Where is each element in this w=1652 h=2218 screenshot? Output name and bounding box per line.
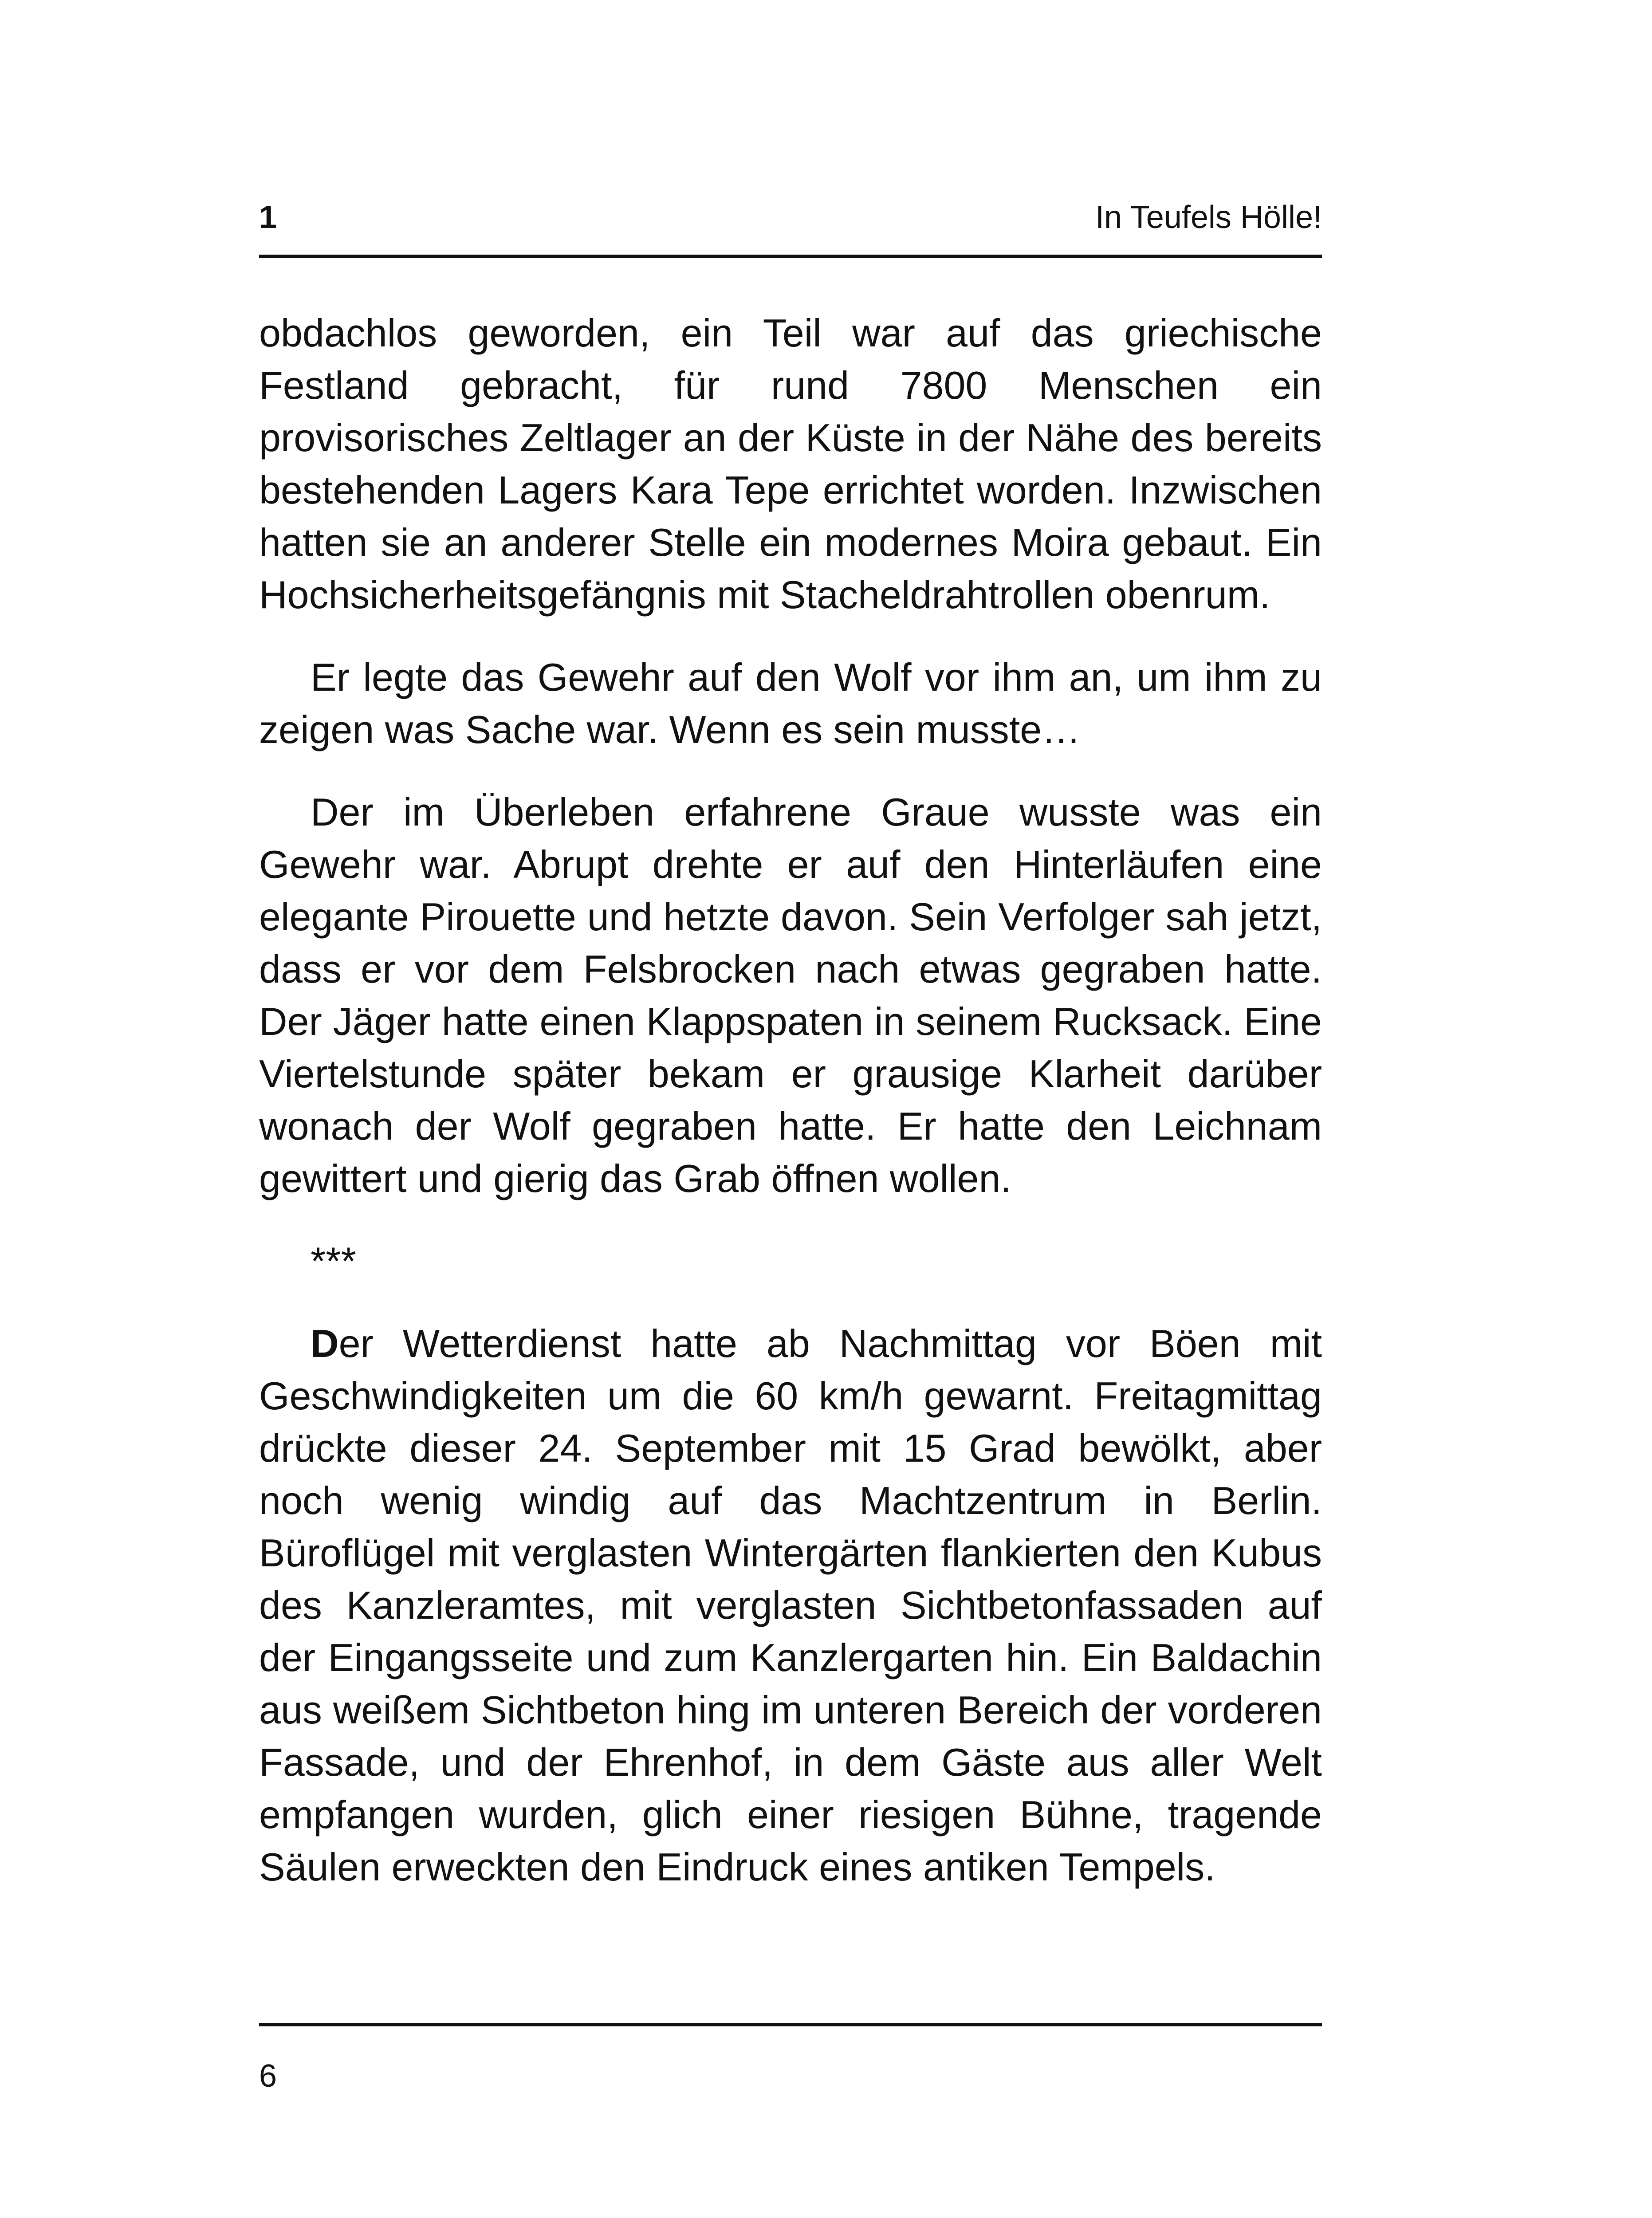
chapter-number: 1: [259, 200, 277, 235]
running-title: In Teufels Hölle!: [1095, 200, 1322, 235]
paragraph-rifle: Er legte das Gewehr auf den Wolf vor ihm an, um ihm zu zeigen was Sache war. Wenn es sein musste…: [259, 655, 1322, 751]
page-number: 6: [259, 2058, 277, 2094]
header-rule: [259, 255, 1322, 258]
paragraph-weather: [259, 1317, 1322, 1893]
bold-initial: D: [311, 1321, 339, 1365]
body-text: [259, 307, 1322, 1893]
section-separator: ***: [311, 1239, 356, 1283]
paragraph-continuation: obdachlos geworden, ein Teil war auf das griechische Festland gebracht, für rund 7800 Menschen ein provisorisches Zeltlager an der Küste in der Nähe des bereits bestehenden Lagers Kara Tepe errichtet worden. Inzwischen hatten sie an anderer Stelle ein modernes Moira gebaut. Ein Hochsicherheitsgefängnis mit Stacheldrahtrollen obenrum.: [259, 311, 1322, 617]
paragraph-weather-text: er Wetterdienst hatte ab Nachmittag vor Böen mit Geschwindigkeiten um die 60 km/h gewarnt. Freitagmittag drückte dieser 24. September mit 15 Grad bewölkt, aber noch wenig windig auf das Machtzentrum in Berlin. Büroflügel mit verglasten Wintergärten flankierten den Kubus des Kanzleramtes, mit verglasten Sichtbetonfassaden auf der Eingangsseite und zum Kanzlergarten hin. Ein Baldachin aus weißem Sichtbeton hing im unteren Bereich der vorderen Fassade, und der Ehrenhof, in dem Gäste aus aller Welt empfangen wurden, glich einer riesigen Bühne, tragende Säulen erweckten den Eindruck eines antiken Tempels.: [259, 1321, 1322, 1889]
footer-rule: [259, 2023, 1322, 2026]
page-header: [259, 195, 1322, 248]
paragraph-wolf-flees: Der im Überleben erfahrene Graue wusste was ein Gewehr war. Abrupt drehte er auf den Hinterläufen eine elegante Pirouette und hetzte davon. Sein Verfolger sah jetzt, dass er vor dem Felsbrocken nach etwas gegraben hatte. Der Jäger hatte einen Klappspaten in seinem Rucksack. Eine Viertelstunde später bekam er grausige Klarheit darüber wonach der Wolf gegraben hatte. Er hatte den Leichnam gewittert und gierig das Grab öffnen wollen.: [259, 790, 1322, 1200]
